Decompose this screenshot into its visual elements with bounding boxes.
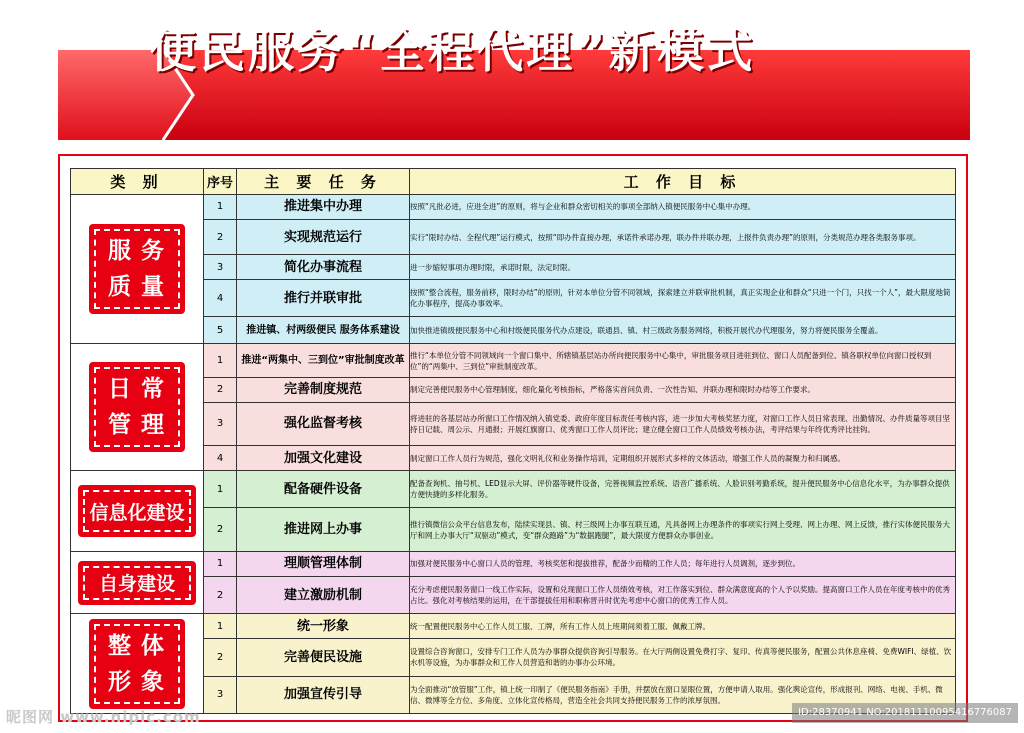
category-cell-overall-image — [71, 614, 204, 714]
table-row — [71, 552, 956, 577]
category-cell-service-quality — [71, 195, 204, 344]
goal-cell: 加强对便民服务中心窗口人员的管理、考核奖惩和提拔推荐，配备少而精的工作人员；每年进行人员调剂，逐步到位。 — [410, 552, 956, 577]
seq-cell: 4 — [204, 280, 237, 317]
goal-cell: 设置综合咨询窗口，安排专门工作人员为办事群众提供咨询引导服务。在大厅两侧设置免费打字、复印、传真等便民服务，配置公共休息座椅、免费WIFI、绿植、饮水机等设施，为办事群众和工作人员营造和谐的办事办公环境。 — [410, 639, 956, 676]
table-row — [71, 576, 956, 613]
goal-cell: 按照“整合流程，服务前移，限时办结”的原则，针对本单位分管不同领域，探索建立并联审批机制，真正实现企业和群众“只进一个门，只找一个人”，最大限度地简化办事程序，提高办事效率。 — [410, 280, 956, 317]
task-table — [70, 168, 956, 714]
seq-cell: 1 — [204, 471, 237, 508]
goal-cell: 实行“限时办结、全程代理”运行模式，按照“即办件直接办理，承诺件承诺办理，联办件并联办理，上报件负责办理”的原则，分类规范办理各类服务事项。 — [410, 219, 956, 254]
category-cell-self-building — [71, 552, 204, 614]
goal-cell: 制定完善便民服务中心管理制度，细化量化考核指标，严格落实首问负责、一次性告知、并联办理和限时办结等工作要求。 — [410, 377, 956, 402]
table-row — [71, 639, 956, 676]
category-stamp: 整体形象 — [89, 619, 185, 709]
task-cell: 配备硬件设备 — [237, 471, 410, 508]
task-cell: 加强文化建设 — [237, 446, 410, 471]
task-cell: 简化办事流程 — [237, 255, 410, 280]
category-cell-daily-management — [71, 344, 204, 471]
task-cell: 实现规范运行 — [237, 219, 410, 254]
task-cell: 推进网上办事 — [237, 508, 410, 552]
seq-cell: 3 — [204, 402, 237, 446]
task-cell: 完善便民设施 — [237, 639, 410, 676]
seq-cell: 4 — [204, 446, 237, 471]
seq-cell: 3 — [204, 676, 237, 713]
goal-cell: 进一步缩短事项办理时限，承诺时限，法定时限。 — [410, 255, 956, 280]
table-row — [71, 344, 956, 377]
category-stamp: 服务质量 — [89, 224, 185, 314]
table-row — [71, 446, 956, 471]
category-cell-informatization — [71, 471, 204, 552]
table-row — [71, 508, 956, 552]
task-cell: 推进镇、村两级便民 服务体系建设 — [237, 317, 410, 344]
goal-cell: 为全面推动“放管服”工作，镇上统一印制了《便民服务指南》手册，并摆放在窗口显眼位置，方便申请人取用。强化舆论宣传，形成报刊、网络、电视、手机、微信、微博等全方位、多角度、立体化宣传格局，营造全社会共同支持便民服务工作的浓厚氛围。 — [410, 676, 956, 713]
table-row — [71, 280, 956, 317]
seq-cell: 5 — [204, 317, 237, 344]
page-title: 便民服务“全程代理”新模式 — [150, 24, 756, 78]
task-cell: 统一形象 — [237, 614, 410, 639]
goal-cell: 推行镇微信公众平台信息发布，陆续实现县、镇、村三级网上办事互联互通，凡具备网上办理条件的事项实行网上受理、网上办理、网上反馈，推行实体便民服务大厅和网上办事大厅“双驱动”模式，变“群众跑路”为“数据跑腿”，最大限度方便群众办事创业。 — [410, 508, 956, 552]
seq-cell: 2 — [204, 377, 237, 402]
seq-cell: 1 — [204, 195, 237, 220]
header-goal: 工 作 目 标 — [410, 169, 956, 195]
seq-cell: 2 — [204, 219, 237, 254]
category-stamp: 日常管理 — [89, 362, 185, 452]
goal-cell: 将进驻的各基层站办所窗口工作情况纳入镇党委、政府年度目标责任考核内容，进一步加大考核奖惩力度，对窗口工作人员日常表现、出勤情况、办件质量等项目坚持日记载、周公示、月通报；开展红旗窗口、优秀窗口工作人员评比；建立健全窗口工作人员绩效考核办法，考评结果与年终优秀评比挂钩。 — [410, 402, 956, 446]
table-row — [71, 255, 956, 280]
category-stamp: 信息化建设 — [78, 485, 196, 537]
table-row — [71, 614, 956, 639]
table-row — [71, 471, 956, 508]
task-cell: 加强宣传引导 — [237, 676, 410, 713]
table-row — [71, 402, 956, 446]
seq-cell: 1 — [204, 552, 237, 577]
seq-cell: 2 — [204, 508, 237, 552]
goal-cell: 推行“本单位分管不同领域向一个窗口集中、所辖镇基层站办所向便民服务中心集中，审批服务项目进驻到位、窗口人员配备到位、镇各职权单位向窗口授权到位”的“两集中、三到位”审批制度改革。 — [410, 344, 956, 377]
task-cell: 建立激励机制 — [237, 576, 410, 613]
category-stamp: 自身建设 — [78, 561, 196, 605]
task-cell: 推进集中办理 — [237, 195, 410, 220]
task-cell: 理顺管理体制 — [237, 552, 410, 577]
table-row — [71, 377, 956, 402]
goal-cell: 统一配置便民服务中心工作人员工服、工牌，所有工作人员上班期间须着工服、佩戴工牌。 — [410, 614, 956, 639]
seq-cell: 1 — [204, 614, 237, 639]
task-cell: 完善制度规范 — [237, 377, 410, 402]
table-row — [71, 317, 956, 344]
header-task: 主 要 任 务 — [237, 169, 410, 195]
seq-cell: 1 — [204, 344, 237, 377]
goal-cell: 加快推进镇级便民服务中心和村级便民服务代办点建设，联通县、镇、村三级政务服务网络，积极开展代办代理服务，努力将便民服务全覆盖。 — [410, 317, 956, 344]
watermark: 昵图网 www.nipic.com — [6, 708, 201, 726]
header-row — [71, 169, 956, 195]
task-cell: 推行并联审批 — [237, 280, 410, 317]
task-cell: 强化监督考核 — [237, 402, 410, 446]
task-cell: 推进“两集中、三到位”审批制度改革 — [237, 344, 410, 377]
seq-cell: 3 — [204, 255, 237, 280]
seq-cell: 2 — [204, 576, 237, 613]
image-id-badge: ID:28370941 NO:20181110095416776087 — [792, 703, 1018, 723]
seq-cell: 2 — [204, 639, 237, 676]
goal-cell: 充分考虑便民服务窗口一线工作实际，设置和兑现窗口工作人员绩效考核，对工作落实到位、群众满意度高的个人予以奖励。提高窗口工作人员在年度考核中的优秀占比。强化对考核结果的运用，在干部提拔任用和职称晋升时优先考虑中心窗口的优秀工作人员。 — [410, 576, 956, 613]
table-row — [71, 219, 956, 254]
goal-cell: 配备查询机、抽号机、LED显示大屏、评价器等硬件设备，完善视频监控系统、语音广播系统、人脸识别考勤系统，提升便民服务中心信息化水平，为办事群众提供方便快捷的多样化服务。 — [410, 471, 956, 508]
table-row — [71, 195, 956, 220]
goal-cell: 按照“凡批必进，应进全进”的原则，将与企业和群众密切相关的事项全部纳入镇便民服务中心集中办理。 — [410, 195, 956, 220]
header-category: 类 别 — [71, 169, 204, 195]
header-seq: 序号 — [204, 169, 237, 195]
goal-cell: 制定窗口工作人员行为规范，强化文明礼仪和业务操作培训，定期组织开展形式多样的文体活动，增强工作人员的凝聚力和归属感。 — [410, 446, 956, 471]
